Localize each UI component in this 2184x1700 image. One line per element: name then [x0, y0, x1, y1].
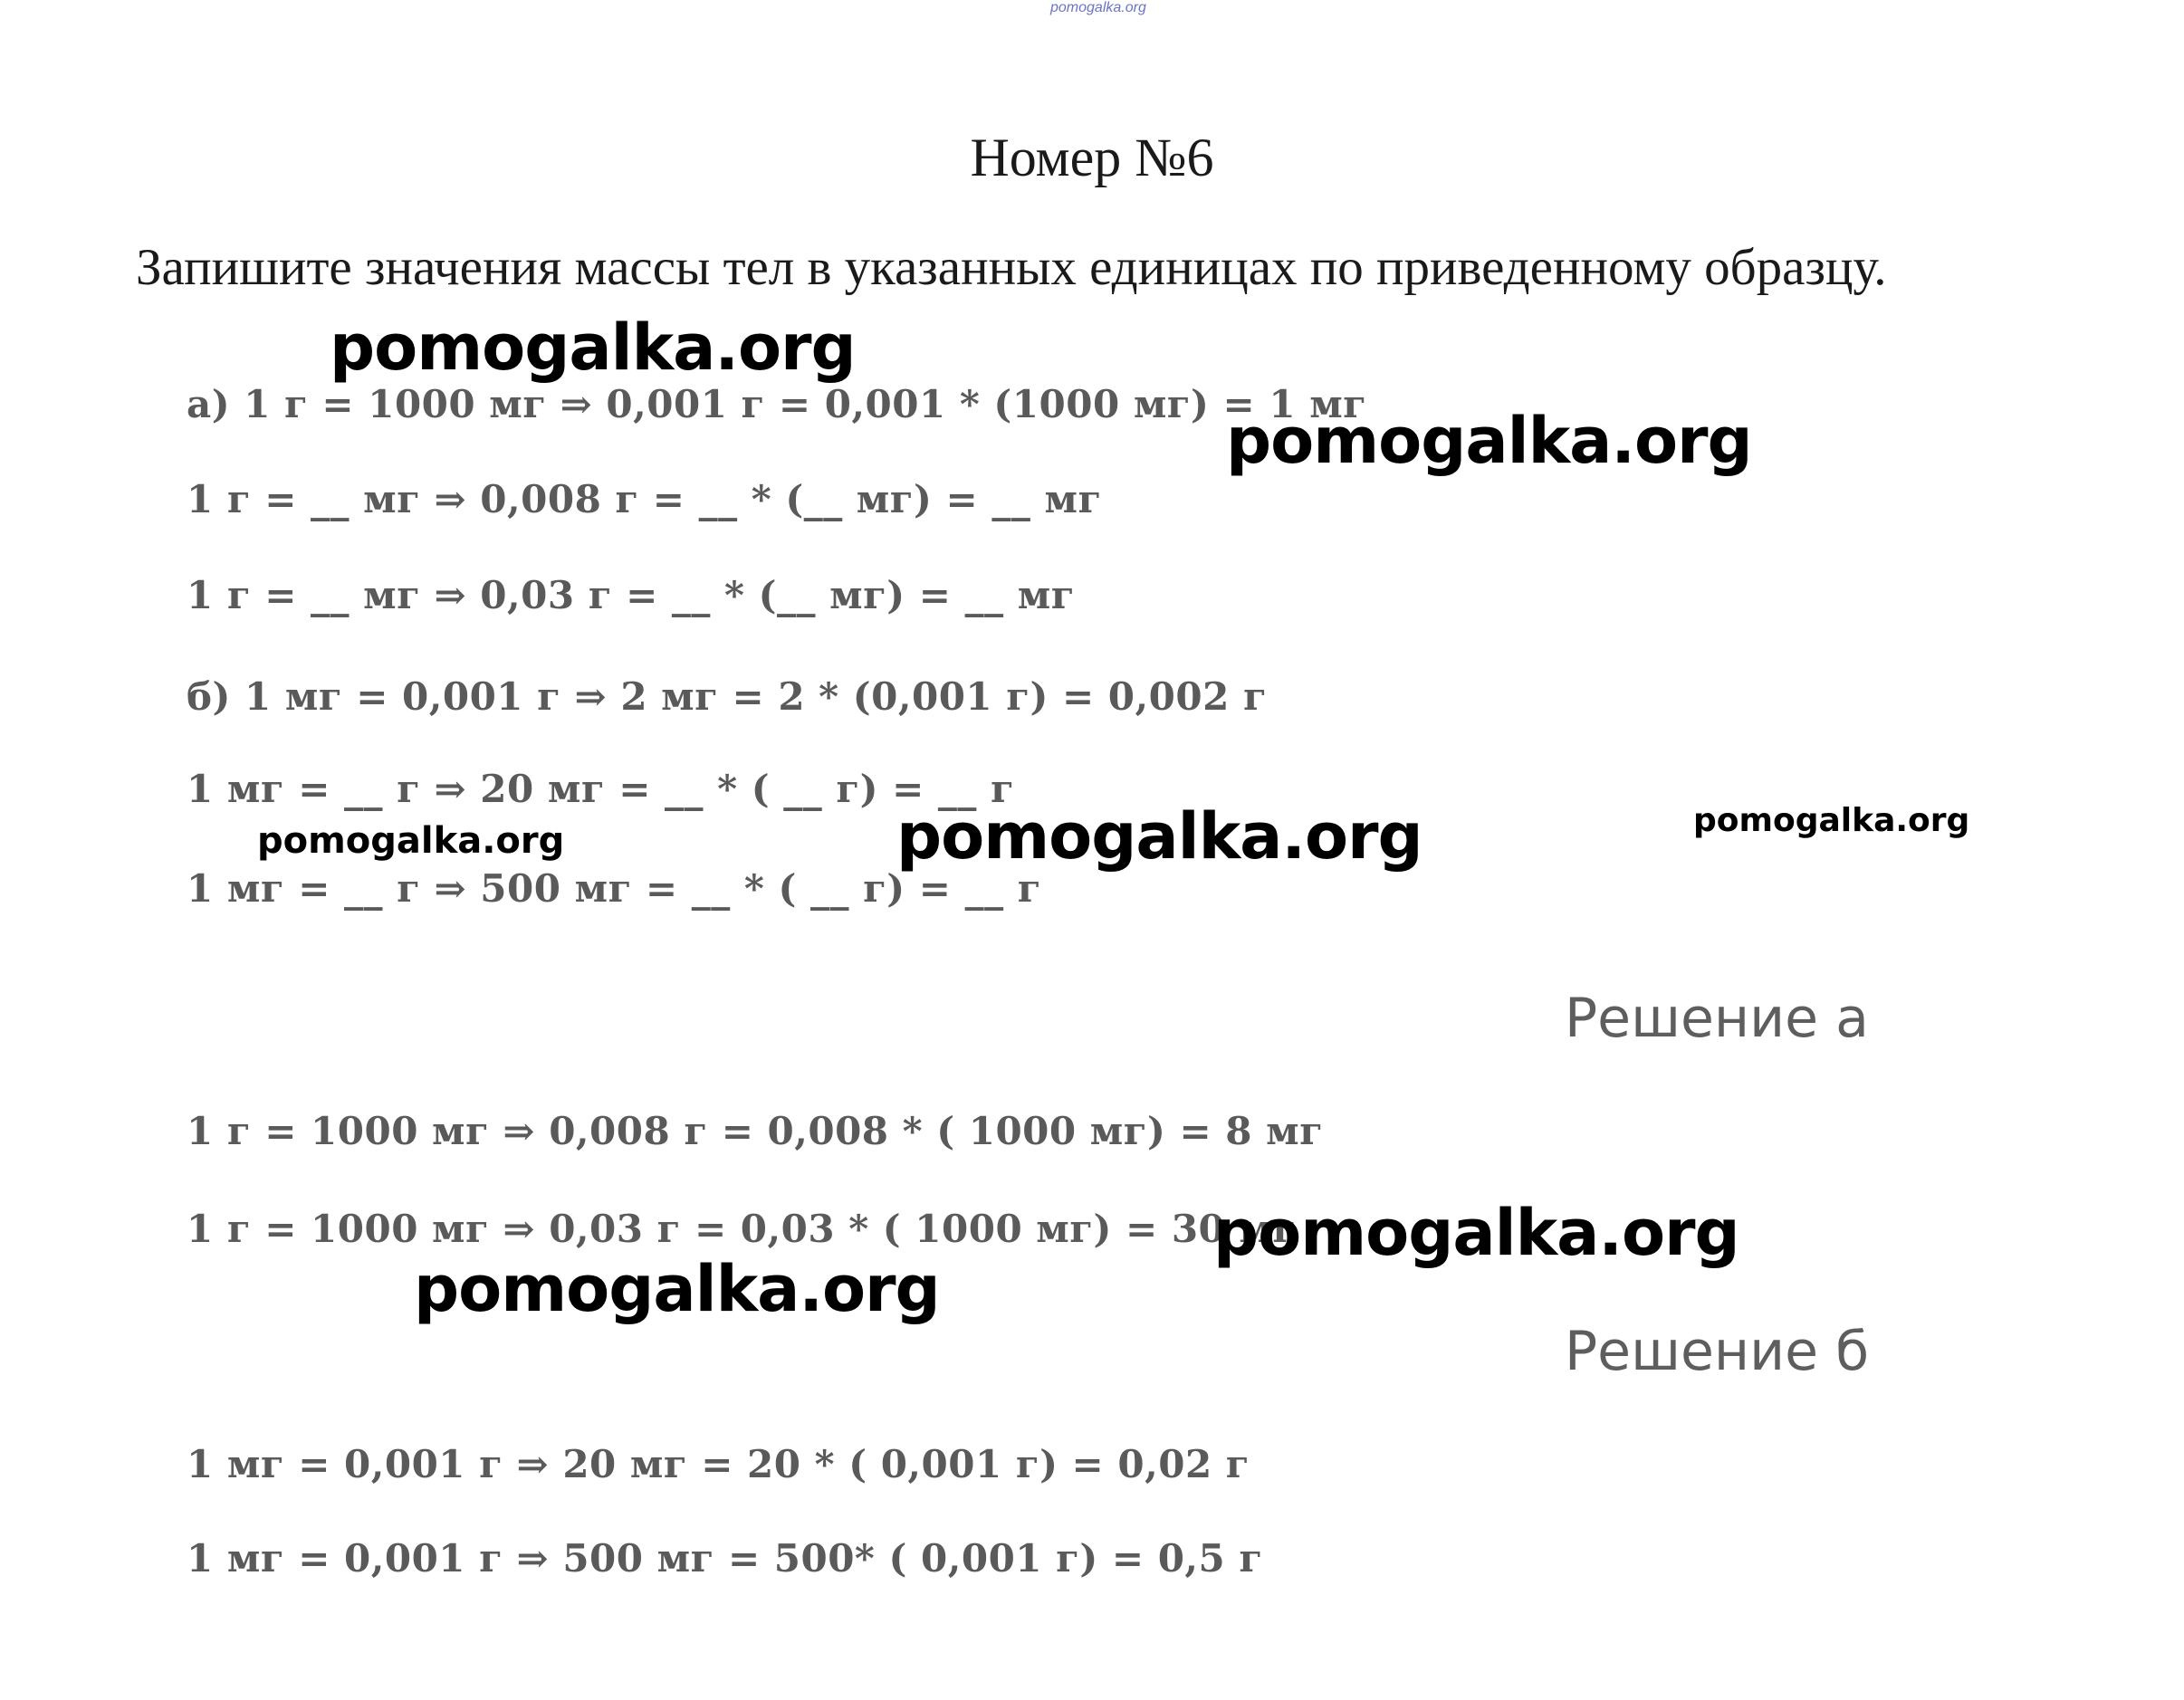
watermark: pomogalka.org: [330, 310, 856, 385]
exercise-line-example-a: а) 1 г = 1000 мг ⇒ 0,001 г = 0,001 * (1000 мг) = 1 мг: [187, 382, 1367, 426]
watermark: pomogalka.org: [257, 820, 565, 862]
watermark: pomogalka.org: [896, 799, 1422, 874]
solution-b-line-1: 1 мг = 0,001 г ⇒ 20 мг = 20 * ( 0,001 г) = 0,02 г: [187, 1442, 1250, 1486]
solution-b-line-2: 1 мг = 0,001 г ⇒ 500 мг = 500* ( 0,001 г) = 0,5 г: [187, 1536, 1263, 1581]
solution-a-heading: Решение а: [1565, 987, 1869, 1050]
task-statement: Запишите значения массы тел в указанных единицах по приведенному образцу.: [136, 239, 1887, 296]
exercise-line-a2: 1 г = __ мг ⇒ 0,03 г = __ * (__ мг) = __ мг: [187, 573, 1075, 617]
exercise-line-example-b: б) 1 мг = 0,001 г ⇒ 2 мг = 2 * (0,001 г) = 0,002 г: [187, 674, 1268, 719]
watermark: pomogalka.org: [414, 1252, 940, 1326]
watermark: pomogalka.org: [1213, 1196, 1739, 1270]
watermark: pomogalka.org: [1226, 404, 1752, 478]
exercise-line-a1: 1 г = __ мг ⇒ 0,008 г = __ * (__ мг) = __ мг: [187, 477, 1102, 521]
page-title: Номер №6: [970, 128, 1214, 187]
solution-b-heading: Решение б: [1565, 1320, 1870, 1383]
watermark: pomogalka.org: [1693, 802, 1970, 839]
exercise-line-b1: 1 мг = __ г ⇒ 20 мг = __ * ( __ г) = __ г: [187, 767, 1015, 811]
solution-a-line-1: 1 г = 1000 мг ⇒ 0,008 г = 0,008 * ( 1000 мг) = 8 мг: [187, 1109, 1324, 1153]
top-watermark: pomogalka.org: [1050, 0, 1146, 15]
exercise-line-b2: 1 мг = __ г ⇒ 500 мг = __ * ( __ г) = __ г: [187, 866, 1041, 911]
solution-a-line-2: 1 г = 1000 мг ⇒ 0,03 г = 0,03 * ( 1000 мг) = 30 мг: [187, 1207, 1297, 1251]
